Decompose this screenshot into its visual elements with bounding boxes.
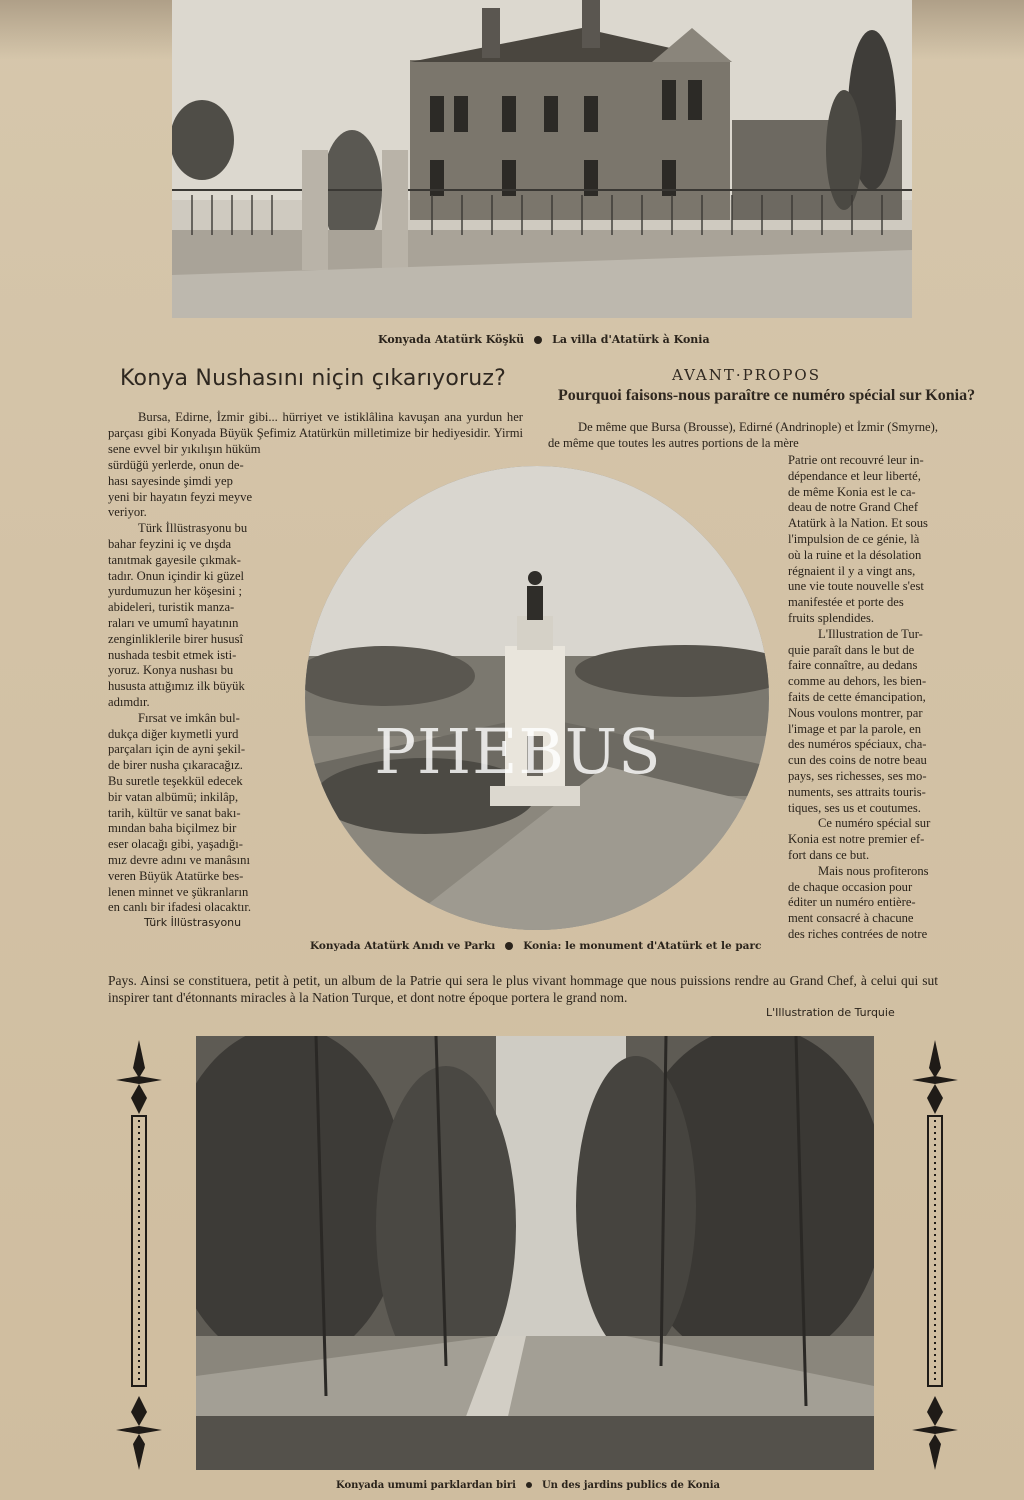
tr-line: hususta attığımız ilk büyük (108, 679, 245, 694)
monument-caption-fr: Konia: le monument d'Atatürk et le parc (523, 940, 762, 952)
tr-line: Bu suretle teşekkül edecek (108, 773, 243, 788)
tr-line: sürdüğü yerlerde, onun de- (108, 458, 244, 472)
tr-line: mından baha biçilmez bir (108, 821, 237, 836)
tr-line: nushada tesbit etmek isti- (108, 647, 237, 662)
tr-line: bir vatan albümü; inkilâp, (108, 789, 239, 804)
park-caption (336, 1480, 720, 1491)
french-closing: Pays. Ainsi se constituera, petit à petit, un album de la Patrie qui sera le plus vivant hommage que nous puissions rendre au Grand Chef, à celui qui sut inspirer tant d'étonnants miracles à la Nation Turque, et dont notre époque portera le grand nom. (108, 973, 938, 1005)
turkish-signature: Türk İllüstrasyonu (144, 916, 242, 930)
tr-line: abideleri, turistik manza- (108, 600, 235, 615)
tr-line: yoruz. Konya nushası bu (108, 663, 234, 678)
turkish-intro: Bursa, Edirne, İzmir gibi... hürriyet ve istiklâlina kavuşan ana yurdun her parçası gibi Konyada Büyük Şefimiz Atatürkün milletimize bir hediyesidir. Yirmi sene evvel bir yıkılışın hüküm (108, 410, 523, 456)
park-caption-fr: Un des jardins publics de Konia (541, 1480, 720, 1491)
fr-line: l'image et par la parole, en (788, 721, 922, 736)
fr-line: une vie toute nouvelle s'est (788, 579, 924, 594)
tr-line: hası sayesinde şimdi yep (108, 473, 233, 488)
park-photo (196, 1036, 874, 1470)
monument-caption (310, 940, 761, 952)
french-signature: L'Illustration de Turquie (766, 1006, 895, 1019)
tr-line: veren Büyük Atatürke bes- (108, 868, 244, 883)
tr-line: en canlı bir ifadesi olacaktır. (108, 900, 252, 915)
fr-line: cun des coins de notre beau (788, 753, 927, 768)
fr-line: régnaient il y a vingt ans, (788, 563, 916, 578)
tr-line: lenen minnet ve şükranların (108, 884, 249, 899)
fr-line: Konia est notre premier ef- (788, 832, 925, 847)
tr-line: raları ve umumî hayatının (108, 615, 239, 630)
tr-line: parçaları için de ayni şekil- (108, 742, 246, 757)
fr-line: de même Konia est le ca- (788, 484, 916, 499)
monument-caption-tr: Konyada Atatürk Anıdı ve Parkı (310, 940, 496, 952)
villa-caption-fr: La villa d'Atatürk à Konia (552, 333, 710, 346)
fr-line: manifestée et porte des (788, 595, 904, 610)
fr-line: pays, ses richesses, ses mo- (788, 768, 927, 783)
turkish-title: Konya Nushasını niçin çıkarıyoruz? (120, 366, 507, 391)
turkish-column (108, 458, 280, 929)
tr-line: bahar feyzini iç ve dışda (108, 536, 232, 551)
fr-line: dépendance et leur liberté, (788, 468, 921, 483)
fr-line: comme au dehors, les bien- (788, 674, 927, 689)
fr-line: fort dans ce but. (788, 847, 870, 862)
villa-photo (172, 0, 912, 318)
fr-line: Nous voulons montrer, par (788, 705, 923, 720)
right-ornament-icon (910, 1040, 960, 1470)
fr-line: des riches contrées de notre (788, 926, 928, 941)
tr-line: Türk İllüstrasyonu bu (138, 521, 248, 536)
fr-line: Patrie ont recouvré leur in- (788, 453, 924, 467)
fr-line: des numéros spéciaux, cha- (788, 737, 927, 752)
tr-line: yeni bir hayatın feyzi meyve (108, 489, 253, 504)
tr-line: zenginliklerile birer hususî (108, 631, 243, 646)
fr-line: Atatürk à la Nation. Et sous (788, 516, 928, 531)
left-ornament-icon (114, 1040, 164, 1470)
tr-line: dukça diğer kıymetli yurd (108, 726, 239, 741)
tr-line: de birer nusha çıkaracağız. (108, 758, 243, 773)
tr-line: tadır. Onun içindir ki güzel (108, 568, 245, 583)
park-caption-tr: Konyada umumi parklardan biri (336, 1480, 516, 1491)
fr-line: où la ruine et la désolation (788, 547, 922, 562)
french-title: Pourquoi faisons-nous paraître ce numéro spécial sur Konia? (558, 387, 976, 404)
tr-line: tanıtmak gayesile çıkmak- (108, 552, 241, 567)
french-kicker: AVANT·PROPOS (672, 366, 821, 384)
fr-line: faire connaître, au dedans (788, 658, 918, 673)
tr-line: veriyor. (108, 505, 147, 520)
villa-caption (378, 333, 710, 346)
tr-line: yurdumuzun her köşesini ; (108, 584, 242, 599)
tr-line: tarih, kültür ve sanat bakı- (108, 805, 241, 820)
phebus-watermark: PHEBUS (374, 715, 662, 788)
bullet-icon (505, 942, 513, 950)
fr-line: quie paraît dans le but de (788, 642, 915, 657)
fr-line: L'Illustration de Tur- (818, 626, 923, 641)
fr-line: Mais nous profiterons (818, 863, 929, 878)
bullet-icon (534, 336, 542, 344)
tr-line: eser olacağı gibi, yaşadığı- (108, 837, 243, 852)
fr-line: fruits splendides. (788, 610, 875, 625)
villa-caption-tr: Konyada Atatürk Köşkü (378, 333, 525, 346)
french-intro: De même que Bursa (Brousse), Edirné (Andrinople) et İzmir (Smyrne), de même que toutes les autres portions de la mère (548, 420, 938, 450)
french-column (788, 453, 938, 943)
fr-line: Ce numéro spécial sur (818, 816, 931, 831)
fr-line: deau de notre Grand Chef (788, 500, 919, 515)
tr-line: mız devre adını ve manâsını (108, 852, 250, 867)
tr-line: Fırsat ve imkân bul- (138, 710, 240, 725)
fr-line: faits de cette émancipation, (788, 689, 926, 704)
fr-line: ment consacré à chacune (788, 911, 914, 926)
fr-line: l'impulsion de ce génie, là (788, 531, 920, 546)
monument-photo (305, 466, 769, 930)
fr-line: éditer un numéro entière- (788, 895, 916, 910)
tr-line: adımdır. (108, 694, 150, 709)
fr-line: tiques, ses us et coutumes. (788, 800, 921, 815)
fr-line: de chaque occasion pour (788, 879, 913, 894)
fr-line: numents, ses attraits touris- (788, 784, 926, 799)
bullet-icon (526, 1482, 532, 1488)
